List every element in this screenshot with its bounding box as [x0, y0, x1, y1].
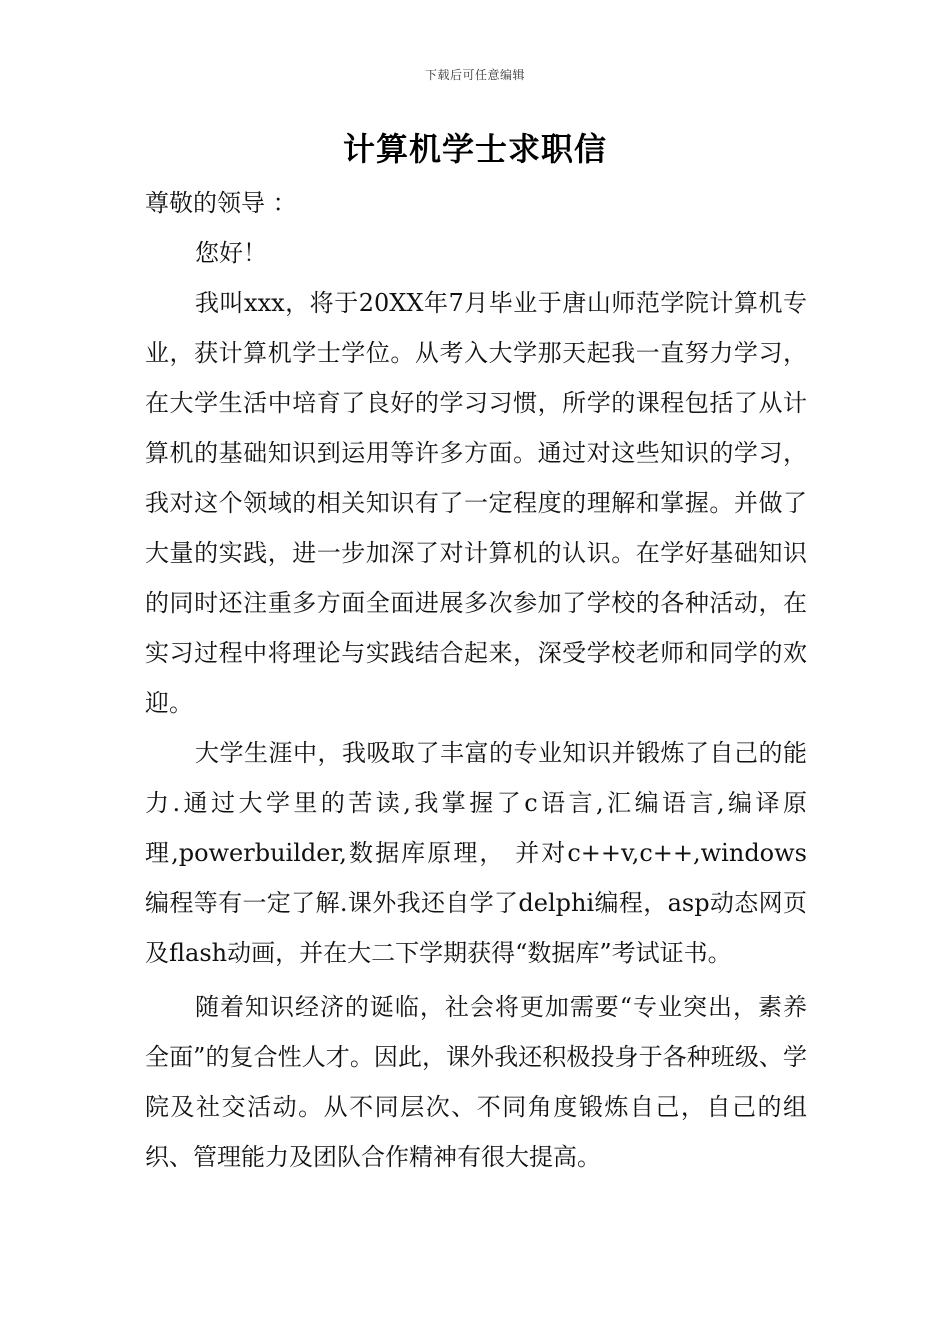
paragraph-1: 我叫xxx，将于20XX年7月毕业于唐山师范学院计算机专业，获计算机学士学位。从考入大学那天起我一直努力学习，在大学生活中培育了良好的学习习惯，所学的课程包括了从计算机的基础知识到运用等许多方面。通过对这些知识的学习，我对这个领域的相关知识有了一定程度的理解和掌握。并做了大量的实践，进一步加深了对计算机的认识。在学好基础知识的同时还注重多方面全面进展多次参加了学校的各种活动，在实习过程中将理论与实践结合起来，深受学校老师和同学的欢迎。 [145, 289, 807, 717]
letter-body [145, 178, 807, 1182]
paragraph-2: 大学生涯中，我吸取了丰富的专业知识并锻炼了自己的能力.通过大学里的苦读,我掌握了c语言,汇编语言,编译原理,powerbuilder,数据库原理， 并对c++v,c++,windows编程等有一定了解.课外我还自学了delphi编程，asp动态网页及flash动画，并在大二下学期获得“数据库”考试证书。 [145, 739, 807, 967]
salutation: 尊敬的领导 ： [145, 189, 297, 217]
greeting: 您好！ [195, 239, 267, 267]
document-title: 计算机学士求职信 [342, 130, 607, 168]
paragraph-3: 随着知识经济的诞临，社会将更加需要“专业突出，素养全面”的复合性人才。因此，课外我还积极投身于各种班级、学院及社交活动。从不同层次、不同角度锻炼自己，自己的组织、管理能力及团队合作精神有很大提高。 [145, 993, 807, 1171]
header-note: 下载后可任意编辑 [424, 68, 525, 82]
